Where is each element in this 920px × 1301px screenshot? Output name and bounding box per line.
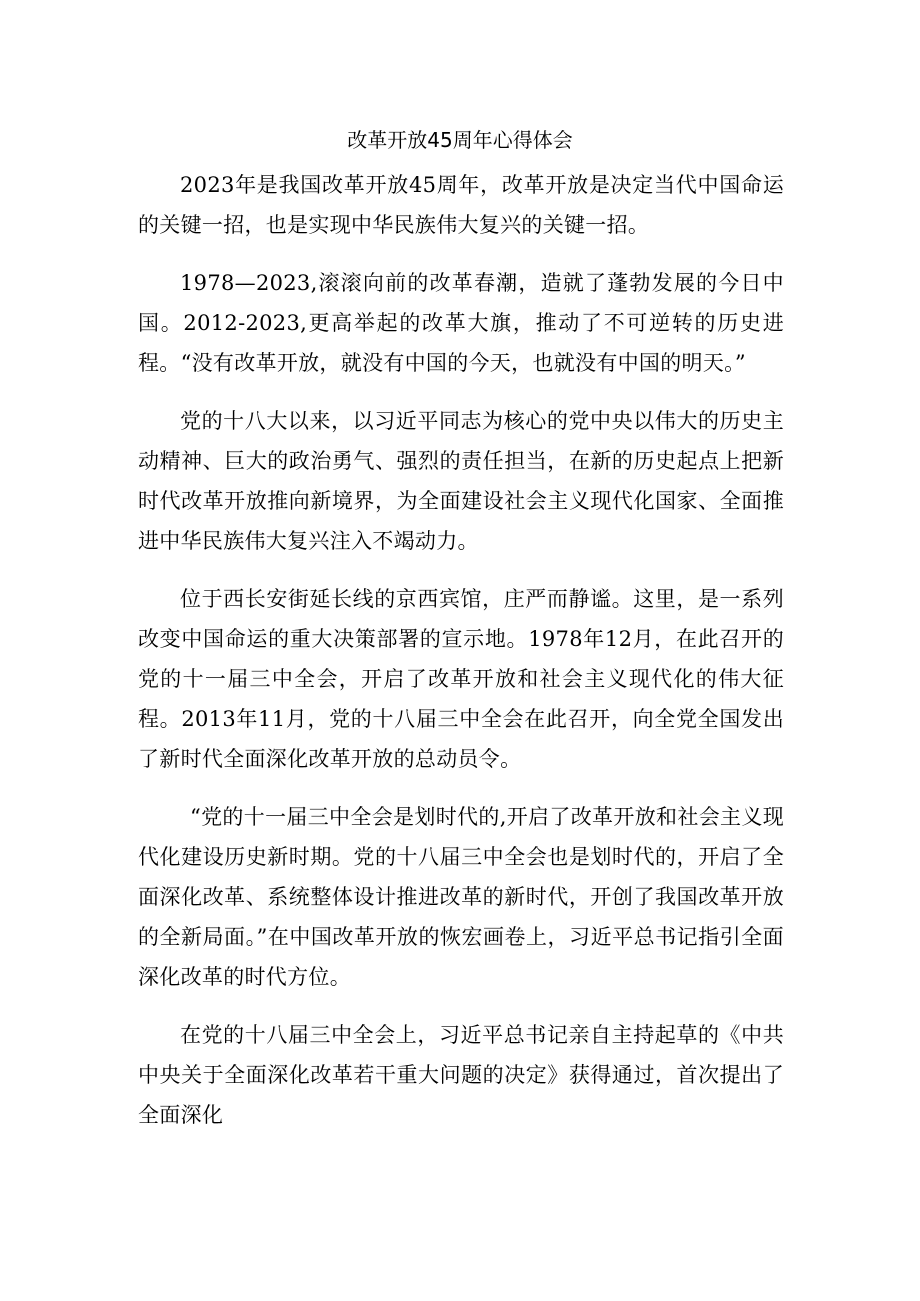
paragraph-3: 党的十八大以来，以习近平同志为核心的党中央以伟大的历史主动精神、巨大的政治勇气、强烈的责任担当，在新的历史起点上把新时代改革开放推向新境界，为全面建设社会主义现代化国家、全面推进中华民族伟大复兴注入不竭动力。 <box>138 409 784 553</box>
paragraph-2: 1978—2023,滚滚向前的改革春潮，造就了蓬勃发展的今日中国。2012-2023,更高举起的改革大旗，推动了不可逆转的历史进程。“没有改革开放，就没有中国的今天，也就没有中国的明天。” <box>138 271 784 375</box>
paragraph-6: 在党的十八届三中全会上，习近平总书记亲自主持起草的《中共中央关于全面深化改革若干重大问题的决定》获得通过，首次提出了全面深化 <box>138 1023 784 1127</box>
paragraph-4: 位于西长安街延长线的京西宾馆，庄严而静谧。这里，是一系列改变中国命运的重大决策部署的宣示地。1978年12月，在此召开的党的十一届三中全会，开启了改革开放和社会主义现代化的伟大征程。2013年11月，党的十八届三中全会在此召开，向全党全国发出了新时代全面深化改革开放的总动员令。 <box>138 587 784 771</box>
document-title: 改革开放45周年心得体会 <box>347 128 573 152</box>
document-body <box>138 165 784 1153</box>
paragraph-5-quote: “党的十一届三中全会是划时代的,开启了改革开放和社会主义现代化建设历史新时期。党的十八届三中全会也是划时代的，开启了全面深化改革、系统整体设计推进改革的新时代，开创了我国改革开放的全新局面。”在中国改革开放的恢宏画卷上，习近平总书记指引全面深化改革的时代方位。 <box>138 805 784 989</box>
paragraph-1: 2023年是我国改革开放45周年，改革开放是决定当代中国命运的关键一招，也是实现中华民族伟大复兴的关键一招。 <box>138 173 784 237</box>
